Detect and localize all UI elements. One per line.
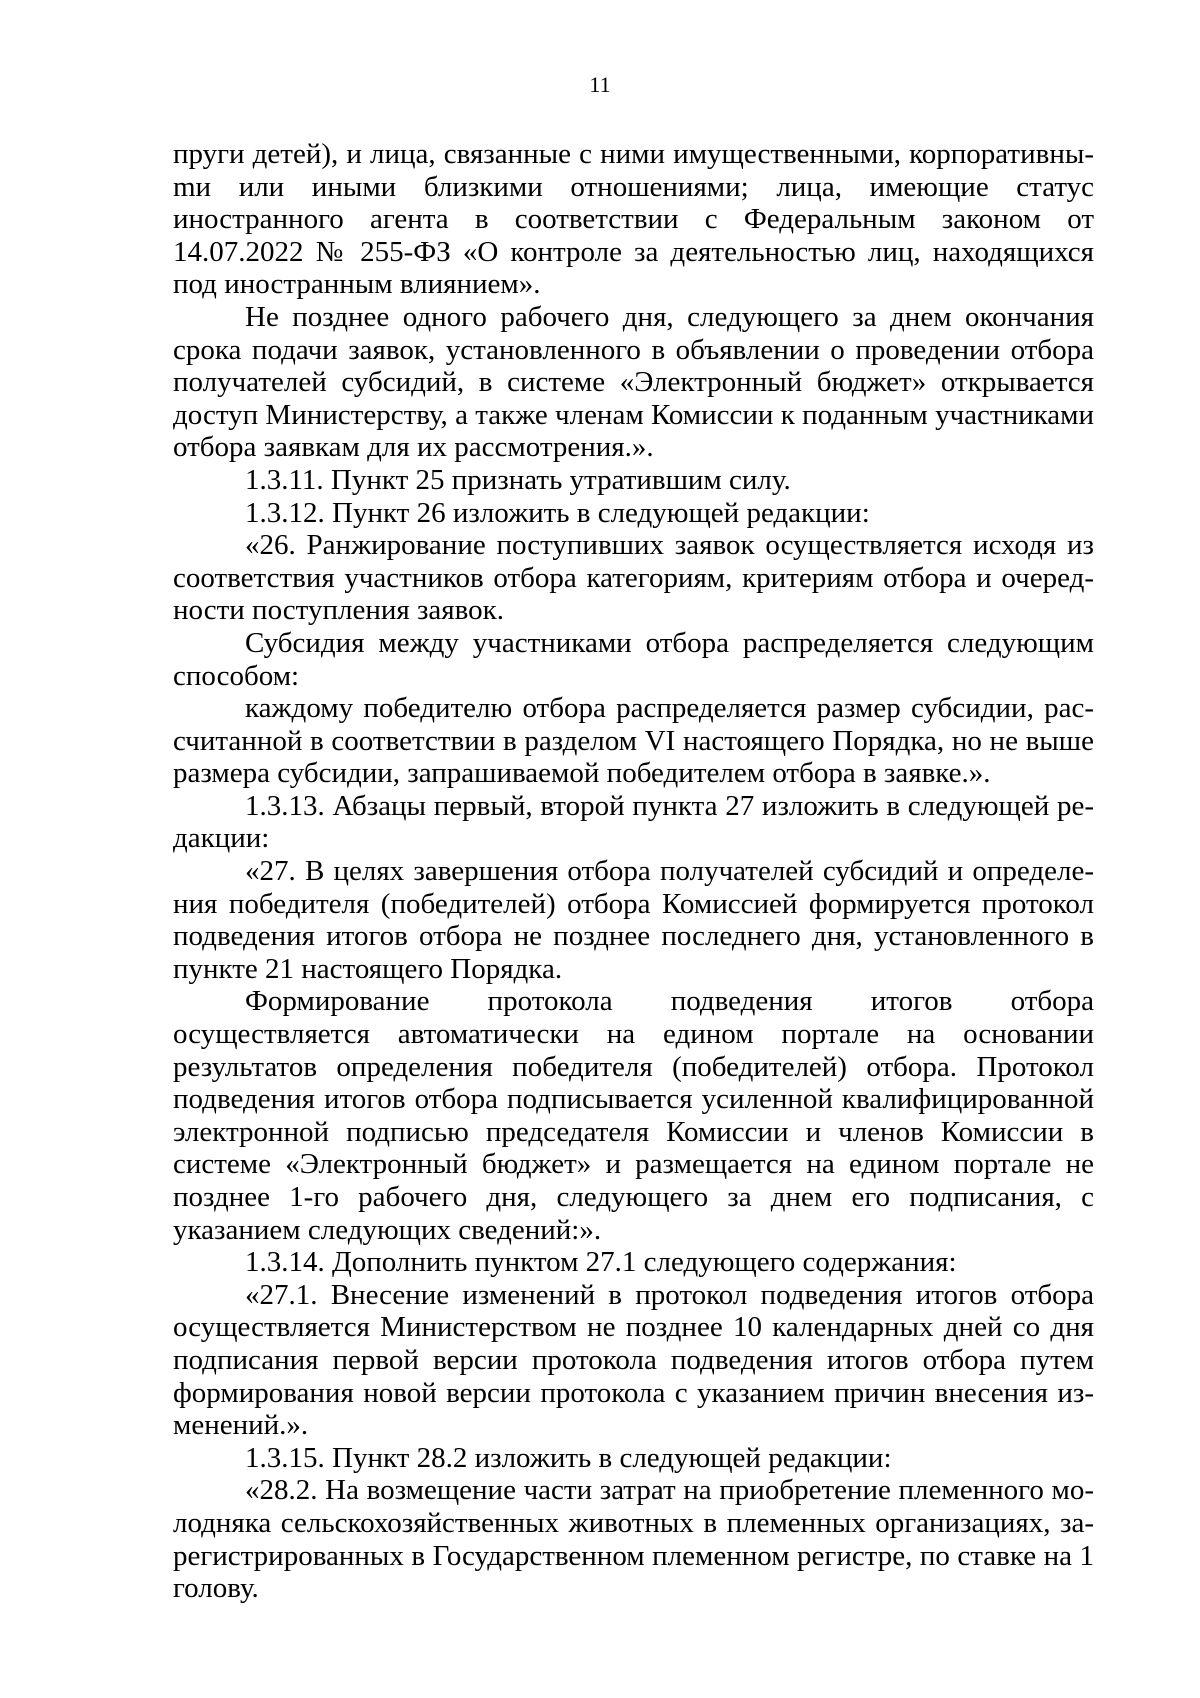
paragraph: 1.3.15. Пункт 28.2 изложить в следующей редакции: [245, 1441, 892, 1474]
paragraph: Не позднее одного рабочего дня, следующего за днем окончания срока подачи заявок, установленного в объявлении о проведении отбора получателей субсидий, в системе «Электронный бюджет» открывается доступ Министерству, а также членам Комиссии к поданным участниками отбора заявкам для их рассмотрения.». [173, 300, 1094, 464]
paragraph: «27. В целях завершения отбора получателей субсидий и определения победителя (победителей) отбора Комиссией формируется протокол подведения итогов отбора не позднее последнего дня, установленного в пункте 21 настоящего Порядка. [173, 855, 1094, 985]
paragraph: Формирование протокола подведения итогов отбора осуществляется автоматически на едином портале на основании результатов определения победителя (победителей) отбора. Протокол подведения итогов отбора подписывается усиленной квалифицированной электронной подписью председателя Комиссии и членов Комиссии в системе «Электронный бюджет» и размещается на едином портале не позднее 1-го рабочего дня, следующего за днем его подписания, с указанием следующих сведений:». [173, 985, 1094, 1246]
page-number: 11 [589, 72, 611, 97]
paragraph: Субсидия между участниками отбора распределяется следующим способом: [173, 626, 1094, 692]
paragraph: 1.3.11. Пункт 25 признать утратившим силу. [245, 463, 791, 496]
document-body [173, 138, 1094, 1605]
paragraph: «27.1. Внесение изменений в протокол подведения итогов отбора осуществляется Министерством не позднее 10 календарных дней со дня подписания первой версии протокола подведения итогов отбора путем формирования новой версии протокола с указанием причин внесения изменений.». [173, 1278, 1094, 1442]
paragraph: «28.2. На возмещение части затрат на приобретение племенного молодняка сельскохозяйственных животных в племенных организациях, зарегистрированных в Государственном племенном регистре, по ставке на 1 голову. [173, 1474, 1094, 1605]
paragraph: «26. Ранжирование поступивших заявок осуществляется исходя из соответствия участников отбора категориям, критериям отбора и очередности поступления заявок. [173, 529, 1094, 627]
paragraph: каждому победителю отбора распределяется размер субсидии, рассчитанной в соответствии в разделом VI настоящего Порядка, но не выше размера субсидии, запрашиваемой победителем отбора в заявке.». [173, 692, 1094, 790]
paragraph: пруги детей), и лица, связанные с ними имущественными, корпоративныmи или иными близкими отношениями; лица, имеющие статус иностранного агента в соответствии с Федеральным законом от 14.07.2022 № 255-ФЗ «О контроле за деятельностью лиц, находящихся под иностранным влиянием». [173, 138, 1094, 301]
paragraph: 1.3.14. Дополнить пунктом 27.1 следующего содержания: [245, 1246, 957, 1279]
paragraph: 1.3.12. Пункт 26 изложить в следующей редакции: [245, 496, 870, 529]
paragraph: 1.3.13. Абзацы первый, второй пункта 27 изложить в следующей редакции: [173, 789, 1094, 855]
